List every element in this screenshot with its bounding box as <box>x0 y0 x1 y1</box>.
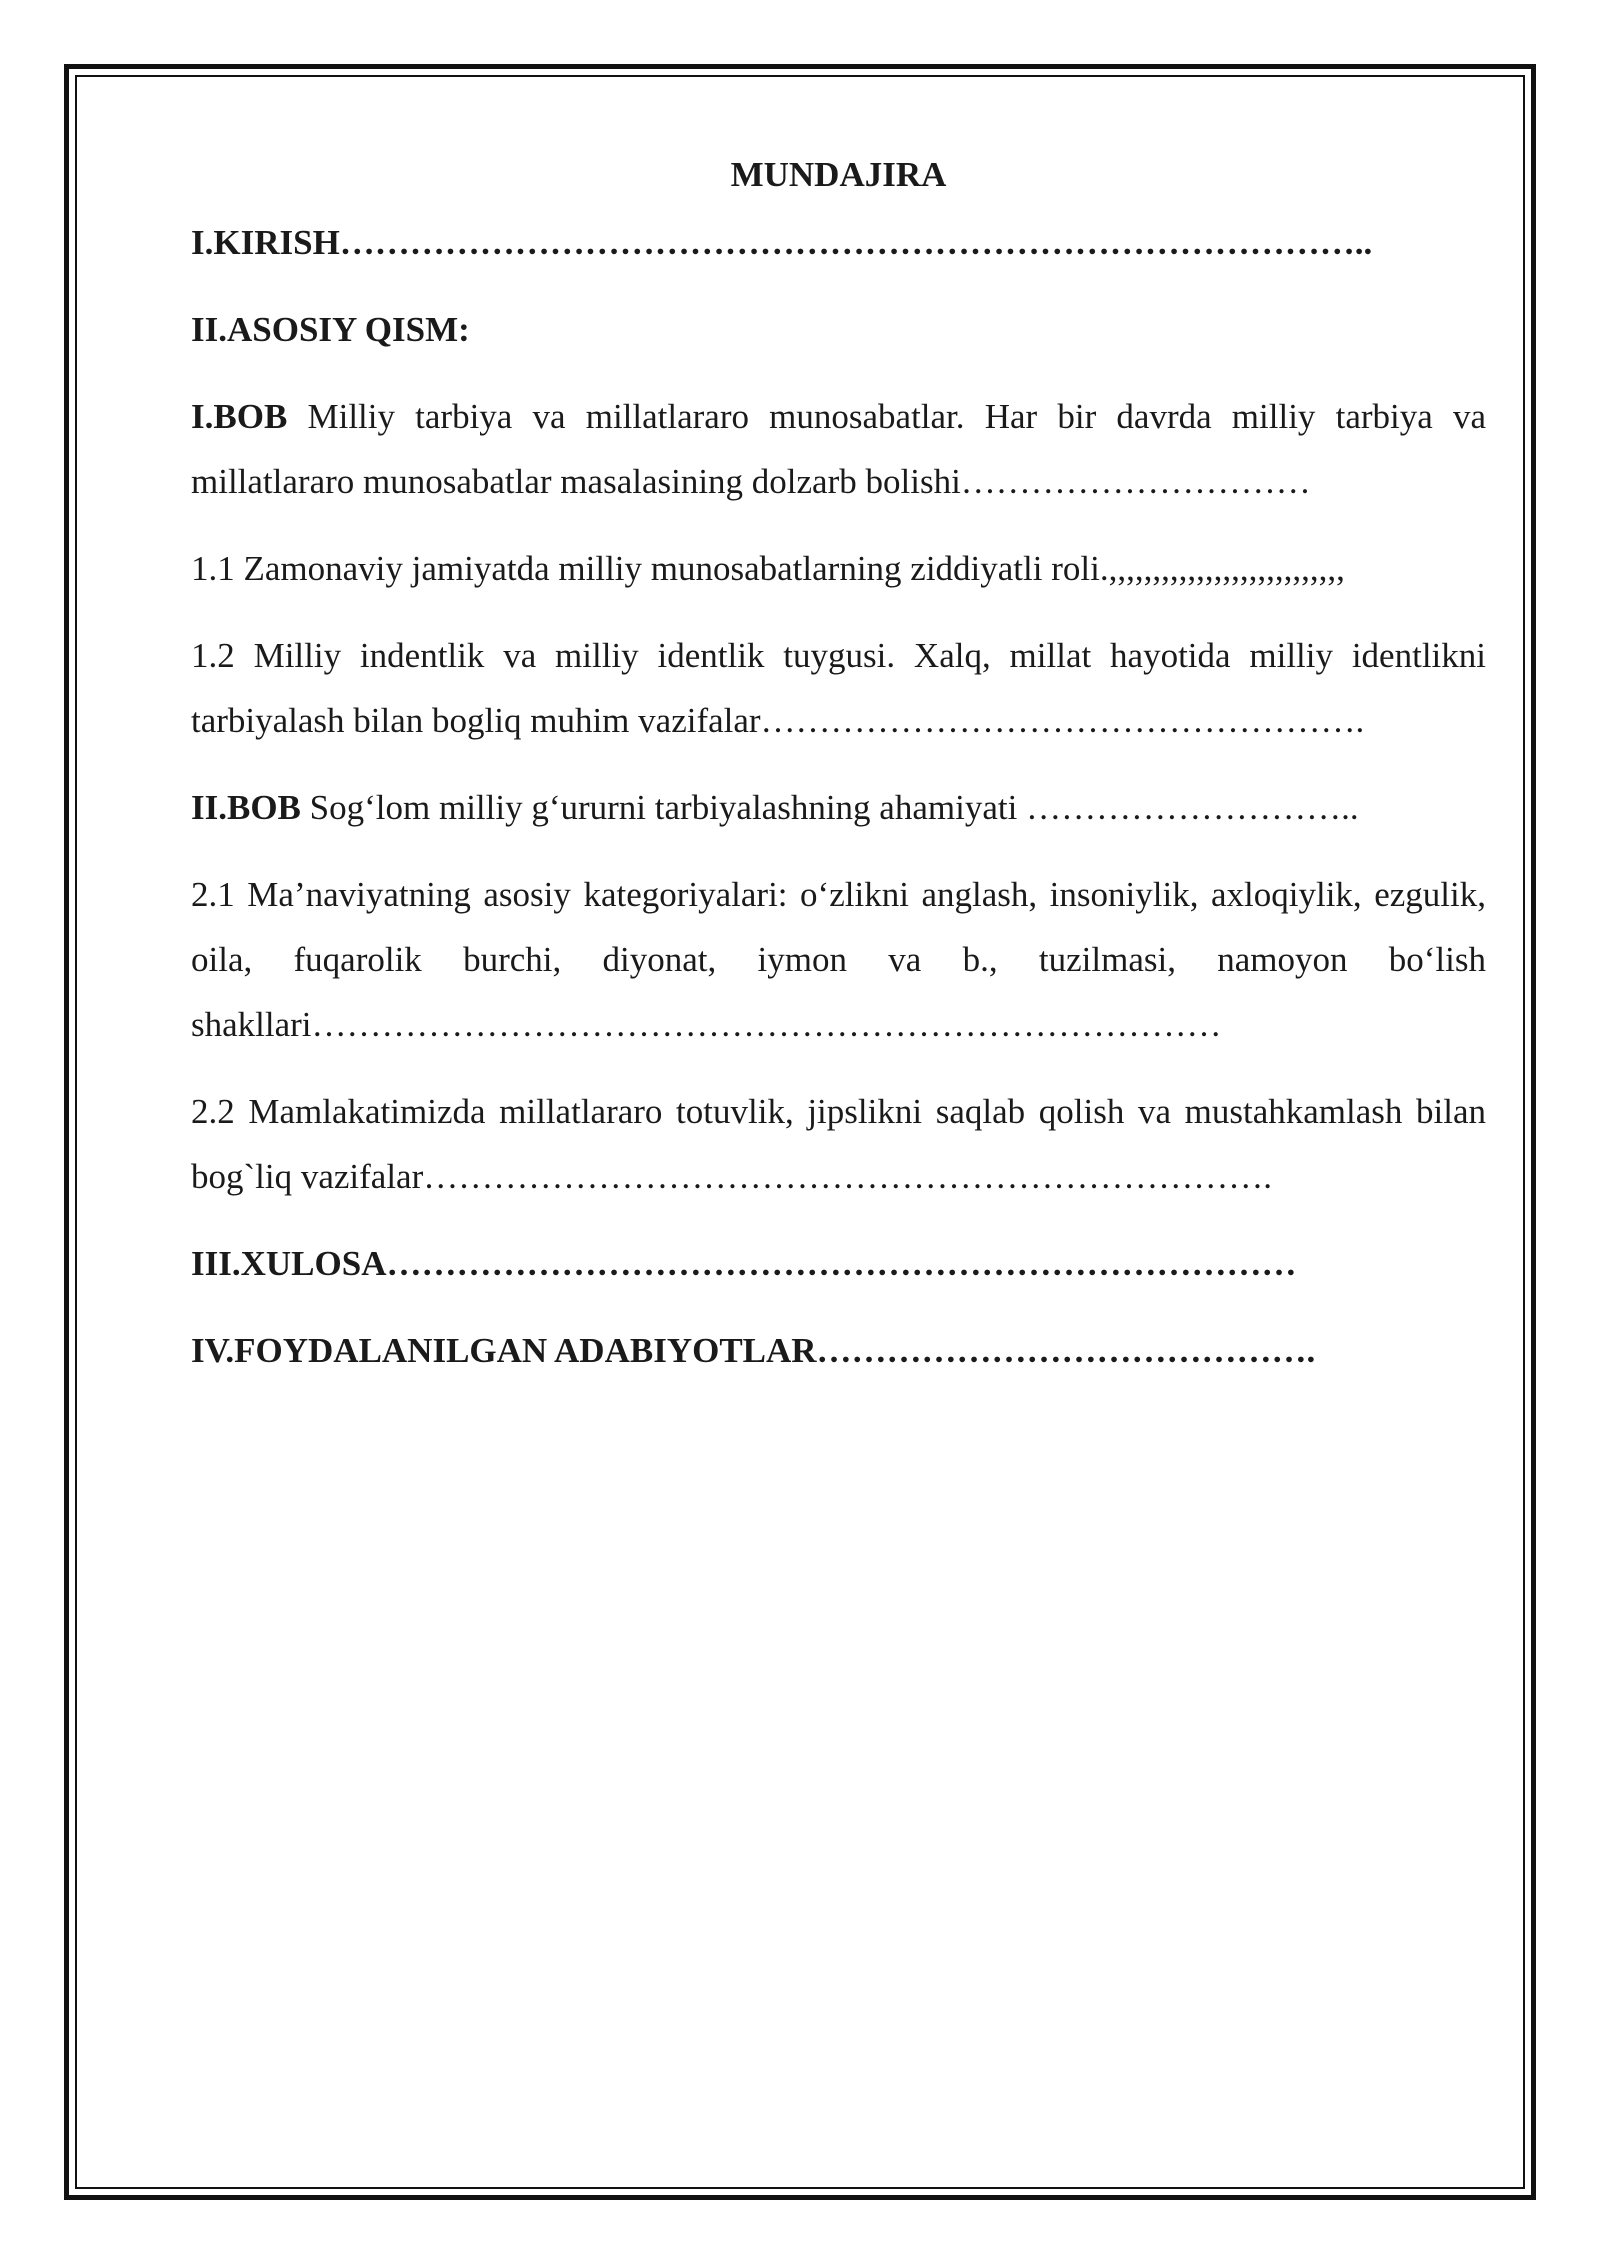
toc-entry-adabiyotlar <box>191 1318 1486 1383</box>
toc-entry-text: 2.2 Mamlakatimizda millatlararo totuvlik, jipslikni saqlab qolish va mustahkamlash bilan bog`liq vazifalar………………………………………………………………. <box>191 1092 1486 1196</box>
toc-entry-section-2-1 <box>191 862 1486 1057</box>
toc-entry-text: Milliy tarbiya va millatlararo munosabatlar. Har bir davrda milliy tarbiya va millatlararo munosabatlar masalasining dolzarb bolishi………………………… <box>191 397 1486 501</box>
toc-entry-chapter-1 <box>191 384 1486 514</box>
toc-entry-asosiy-qism <box>191 297 1486 362</box>
toc-entry-text: 1.2 Milliy indentlik va milliy identlik tuygusi. Xalq, millat hayotida milliy identlikni tarbiyalash bilan bogliq muhim vazifalar……………………………………………. <box>191 636 1486 740</box>
toc-entry-text: Sog‘lom milliy g‘ururni tarbiyalashning ahamiyati ……………………….. <box>300 788 1359 827</box>
toc-entry-section-1-1 <box>191 536 1486 601</box>
toc-entry-label: II.BOB <box>191 788 301 827</box>
toc-entry-label: I.KIRISH…………………………………………………………………………….. <box>191 223 1373 262</box>
toc-entry-xulosa <box>191 1231 1486 1296</box>
toc-entry-label: I.BOB <box>191 397 288 436</box>
toc-entry-text: 1.1 Zamonaviy jamiyatda milliy munosabatlarning ziddiyatli roli.,,,,,,,,,,,,,,,,,,,,,,,,,,, <box>191 549 1345 588</box>
toc-entry-chapter-2 <box>191 775 1486 840</box>
toc-entry-kirish <box>191 210 1486 275</box>
page-title: MUNDAJIRA <box>730 155 947 194</box>
table-of-contents <box>191 140 1486 1405</box>
toc-entry-section-1-2 <box>191 623 1486 753</box>
toc-entry-label: II.ASOSIY QISM: <box>191 310 470 349</box>
toc-entry-text: 2.1 Ma’naviyatning asosiy kategoriyalari: o‘zlikni anglash, insoniylik, axloqiylik, ezgulik, oila, fuqarolik burchi, diyonat, iymon va b., tuzilmasi, namoyon bo‘lish shakllari…………………………………………………………………… <box>191 875 1486 1044</box>
toc-entry-section-2-2 <box>191 1079 1486 1209</box>
toc-entry-label: III.XULOSA…………………………………………………………………… <box>191 1244 1297 1283</box>
toc-entry-label: IV.FOYDALANILGAN ADABIYOTLAR……………………………………. <box>191 1331 1316 1370</box>
